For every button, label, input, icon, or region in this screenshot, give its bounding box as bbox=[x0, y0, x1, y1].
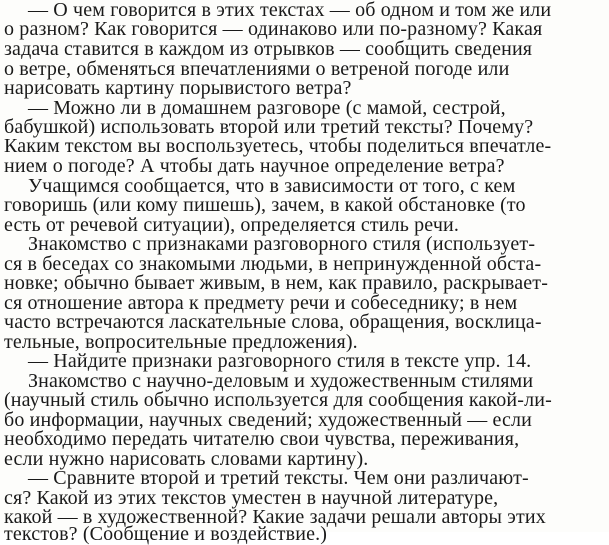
text-line: нарисовать картину порывистого ветра? bbox=[4, 77, 352, 99]
text-line: бо информации, научных сведений; художественный — если bbox=[4, 409, 533, 431]
text-line: о ветре, обменяться впечатлениями о ветреной погоде или bbox=[4, 58, 510, 80]
text-line: новке; обычно бывает живым, в нем, как правило, раскрывает- bbox=[4, 272, 549, 294]
text-line: нием о погоде? А чтобы дать научное определение ветра? bbox=[4, 155, 505, 177]
text-line: часто встречаются ласкательные слова, обращения, восклица- bbox=[4, 311, 542, 333]
text-line: бабушкой) использовать второй или третий тексты? Почему? bbox=[4, 116, 534, 138]
text-line: ся отношение автора к предмету речи и собеседнику; в нем bbox=[4, 292, 518, 314]
text-line: ся? Какой из этих текстов уместен в научной литературе, bbox=[4, 487, 499, 509]
text-line: задача ставится в каждом из отрывков — сообщить сведения bbox=[4, 38, 533, 60]
text-line: необходимо передать читателю свои чувства, переживания, bbox=[4, 428, 520, 450]
text-line: (научный стиль обычно используется для сообщения какой-ли- bbox=[4, 389, 552, 411]
text-line: — Сравните второй и третий тексты. Чем они различают- bbox=[28, 467, 529, 489]
text-line: Знакомство с научно-деловым и художественным стилями bbox=[28, 370, 534, 392]
text-line: если нужно нарисовать словами картину). bbox=[4, 448, 369, 470]
text-line: Знакомство с признаками разговорного стиля (использует- bbox=[28, 233, 536, 255]
text-line: Учащимся сообщается, что в зависимости от того, с кем bbox=[28, 175, 516, 197]
text-line: есть от речевой ситуации), определяется стиль речи. bbox=[4, 214, 460, 236]
text-line: — Найдите признаки разговорного стиля в тексте упр. 14. bbox=[28, 350, 532, 372]
text-line: — Можно ли в домашнем разговоре (с мамой, сестрой, bbox=[28, 97, 506, 119]
text-line: Каким текстом вы воспользуетесь, чтобы поделиться впечатле- bbox=[4, 135, 552, 157]
text-line: какой — в художественной? Какие задачи решали авторы этих bbox=[4, 506, 546, 528]
text-line: о разном? Как говорится — одинаково или по-разному? Какая bbox=[4, 18, 543, 40]
text-line: текстов? (Сообщение и воздействие.) bbox=[4, 523, 328, 545]
text-line: тельные, вопросительные предложения). bbox=[4, 331, 358, 353]
text-line: говоришь (или кому пишешь), зачем, в какой обстановке (то bbox=[4, 194, 526, 216]
text-line: ся в беседах со знакомыми людьми, в непринужденной обста- bbox=[4, 253, 542, 275]
text-line: — О чем говорится в этих текстах — об одном и том же или bbox=[28, 0, 552, 21]
